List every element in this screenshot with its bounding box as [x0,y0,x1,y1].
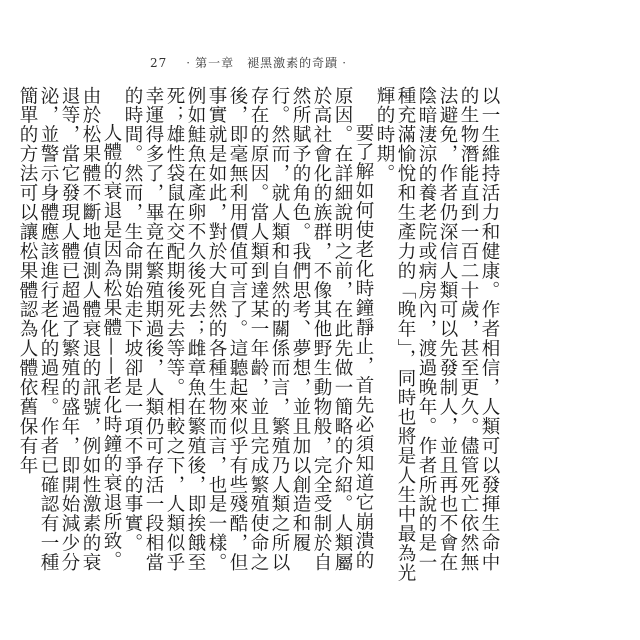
paragraph-3: 人體的衰退是因為松果體——老化時鐘的衰退所致。由於松果體不斷地偵測人體衰退的訊號，例如性激素的衰退等，當它發現人體已超過了繁殖的盛年，即開始減少分泌，並警示身體應該進行老化的過程。作者已確認有一種簡單的方法可以讓松果體認為人體依舊保有年 [17,86,122,573]
running-header [150,54,351,71]
page-number: 27 [150,56,168,70]
paragraph-2: 要了解如何使老化時鐘靜止，首先必須知道它崩潰的原因。在詳細說明之前，在此先做一簡略的介紹。人類屬於高社會化的族群，不像其他野生動物般，完全受制於自然所賦予的角色。我們思考、夢想，並且加以創造和履行。然而，就人類和自然的關係而言，繁殖乃人類之所以存在的原因。當人類到達某一年齡，並且完成繁殖使命之後，即毫無利用價值可言了。這聽起來似乎有些殘酷，但事實就是如此，對於大自然的各種生物而言，也是一樣。例如鮭魚在產卵不久後死去；雌章魚在繁殖後，即挨餓至死；雄性袋鼠在交配期後死去等等。相較之下，人類似乎幸運得多了，畢竟在繁殖期過後，人類仍可存活一段相當的時間。然而，生命開始走下坡卻是一項不爭的事實。 [122,86,374,573]
continued-text: 以一生維持活力和健康。作者相信，人類可以發揮生命中的生物潛能直到一百二十歲，甚至更久。儘管死亡依然無法避免，作者仍深信人類可以先發制人，並且再也不會在陰暗淒涼的養老院或病房內，渡過晚年。作者所說的是一種充滿愉悅和生產力的「晚年」，同時也將是 [395,86,500,573]
chapter-title: ‧第一章 褪黑激素的奇蹟‧ [182,56,352,70]
body-text [17,86,500,586]
paragraph-continued [374,86,500,586]
paragraph-1-text: 人生中最為光輝的時期。 [374,86,416,583]
